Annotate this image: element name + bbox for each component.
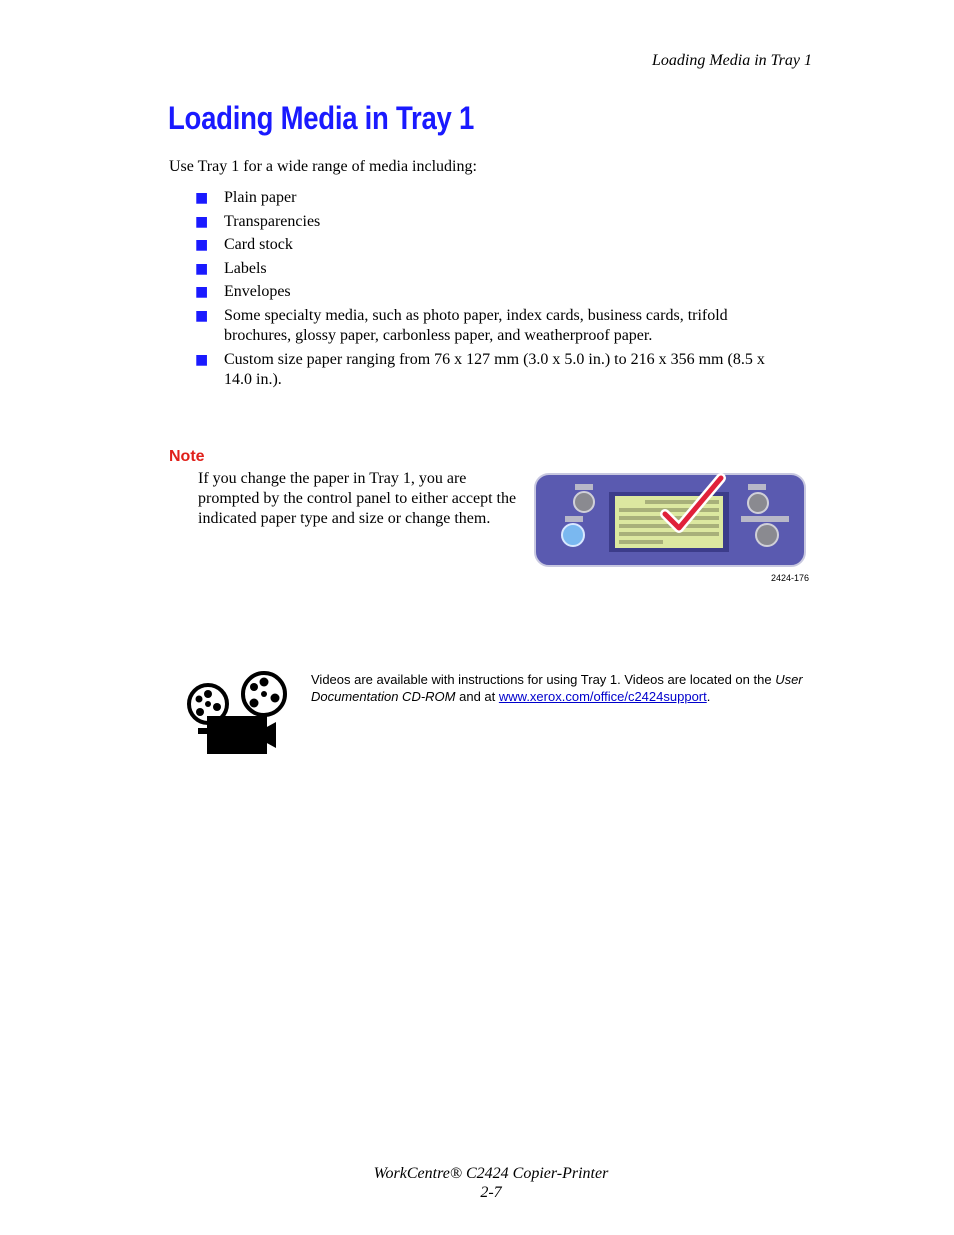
list-item-text: Plain paper — [224, 189, 297, 206]
list-item-text: Envelopes — [224, 283, 291, 300]
square-bullet-icon: ■ — [195, 284, 209, 300]
list-item — [195, 188, 775, 209]
footer-product: WorkCentre® C2424 Copier-Printer — [373, 1165, 609, 1182]
page-footer — [0, 1164, 954, 1202]
square-bullet-icon: ■ — [195, 307, 209, 324]
running-header: Loading Media in Tray 1 — [651, 52, 812, 69]
footer-page-number: 2-7 — [480, 1184, 502, 1201]
page-title: Loading Media in Tray 1 — [168, 100, 475, 136]
note-label: Note — [169, 448, 205, 465]
intro-text: Use Tray 1 for a wide range of media including: — [169, 158, 477, 175]
control-panel-checkmark-illustration — [533, 472, 809, 570]
cd-rom-title: User Documentation CD-ROM — [311, 672, 803, 704]
list-item-text: Custom size paper ranging from 76 x 127 mm (3.0 x 5.0 in.) to 216 x 356 mm (8.5 x 14.0 in.). — [224, 350, 765, 388]
list-item-text: Labels — [224, 259, 267, 277]
video-text-start: Videos are available with instructions for using Tray 1. Videos are located on the — [311, 672, 776, 687]
note-text: If you change the paper in Tray 1, you are prompted by the control panel to either accept the indicated paper type and size or change them. — [198, 470, 517, 527]
support-link[interactable]: www.xerox.com/office/c2424support — [498, 689, 707, 704]
square-bullet-icon: ■ — [195, 351, 209, 368]
square-bullet-icon: ■ — [195, 190, 209, 206]
list-item — [195, 350, 775, 391]
list-item — [195, 282, 775, 303]
figure-number: 2424-176 — [771, 573, 810, 583]
media-list — [195, 188, 775, 394]
list-item-text: Some specialty media, such as photo paper, index cards, business cards, trifold brochures, glossy paper, carbonless paper, and weatherproof paper. — [224, 306, 728, 344]
list-item — [195, 259, 775, 280]
video-text-end: . — [706, 689, 711, 704]
list-item-text: Transparencies — [224, 212, 321, 230]
square-bullet-icon: ■ — [195, 260, 209, 277]
video-text-middle: and at — [455, 689, 499, 704]
list-item-text: Card stock — [224, 236, 293, 253]
square-bullet-icon: ■ — [195, 213, 209, 230]
list-item — [195, 235, 775, 256]
list-item — [195, 212, 775, 233]
square-bullet-icon: ■ — [195, 237, 209, 253]
list-item — [195, 306, 775, 347]
film-projector-icon — [186, 670, 292, 760]
video-description — [311, 671, 821, 705]
